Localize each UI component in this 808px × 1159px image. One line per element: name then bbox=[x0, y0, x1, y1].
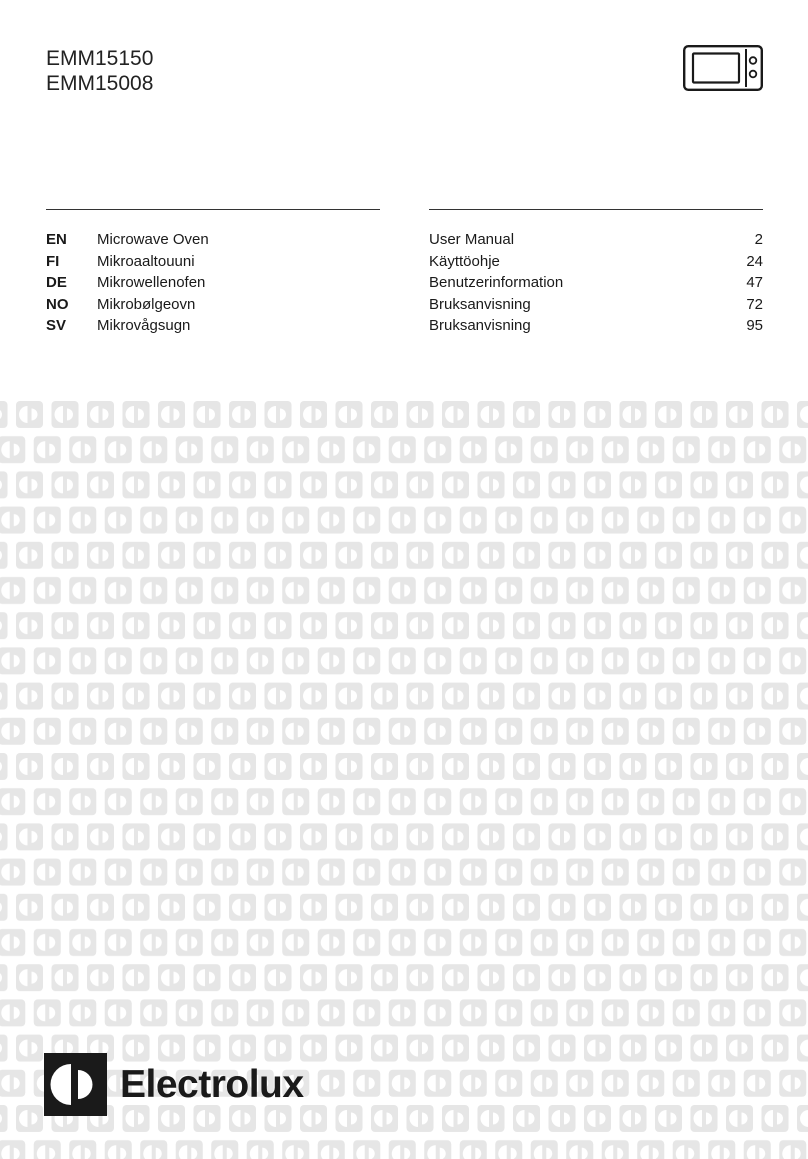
page-number: 72 bbox=[746, 295, 763, 313]
contents-row[interactable] bbox=[0, 315, 808, 337]
document-title: Bruksanvisning bbox=[429, 317, 531, 334]
model-numbers bbox=[46, 46, 153, 96]
language-code: EN bbox=[46, 231, 67, 248]
document-title: Benutzerinformation bbox=[429, 274, 564, 291]
product-name: Mikrovågsugn bbox=[97, 317, 191, 334]
page-number: 24 bbox=[746, 252, 763, 270]
language-code: DE bbox=[46, 274, 67, 291]
product-name: Mikrobølgeovn bbox=[97, 295, 196, 313]
model-number: EMM15150 bbox=[46, 47, 154, 70]
document-title: User Manual bbox=[429, 231, 515, 248]
language-code: NO bbox=[46, 295, 69, 313]
page-number: 2 bbox=[754, 231, 763, 248]
brand-logo bbox=[44, 1053, 314, 1117]
page-number: 47 bbox=[746, 274, 763, 291]
divider bbox=[46, 209, 380, 210]
divider bbox=[429, 209, 763, 210]
contents-row[interactable] bbox=[0, 229, 808, 251]
document-title: Käyttöohje bbox=[429, 252, 500, 270]
contents-row[interactable] bbox=[0, 251, 808, 273]
contents-row[interactable] bbox=[0, 294, 808, 316]
contents-row[interactable] bbox=[0, 272, 808, 294]
document-title: Bruksanvisning bbox=[429, 295, 531, 313]
logo-pattern bbox=[0, 397, 808, 1159]
electrolux-logo-icon bbox=[44, 1053, 107, 1116]
microwave-icon bbox=[683, 45, 763, 91]
product-name: Mikroaaltouuni bbox=[97, 252, 195, 270]
language-code: SV bbox=[46, 317, 67, 334]
product-name: Mikrowellenofen bbox=[97, 274, 206, 291]
page-number: 95 bbox=[746, 317, 763, 334]
product-name: Microwave Oven bbox=[97, 231, 209, 248]
brand-name: Electrolux bbox=[120, 1063, 304, 1106]
model-number: EMM15008 bbox=[46, 72, 154, 95]
language-code: FI bbox=[46, 252, 60, 270]
